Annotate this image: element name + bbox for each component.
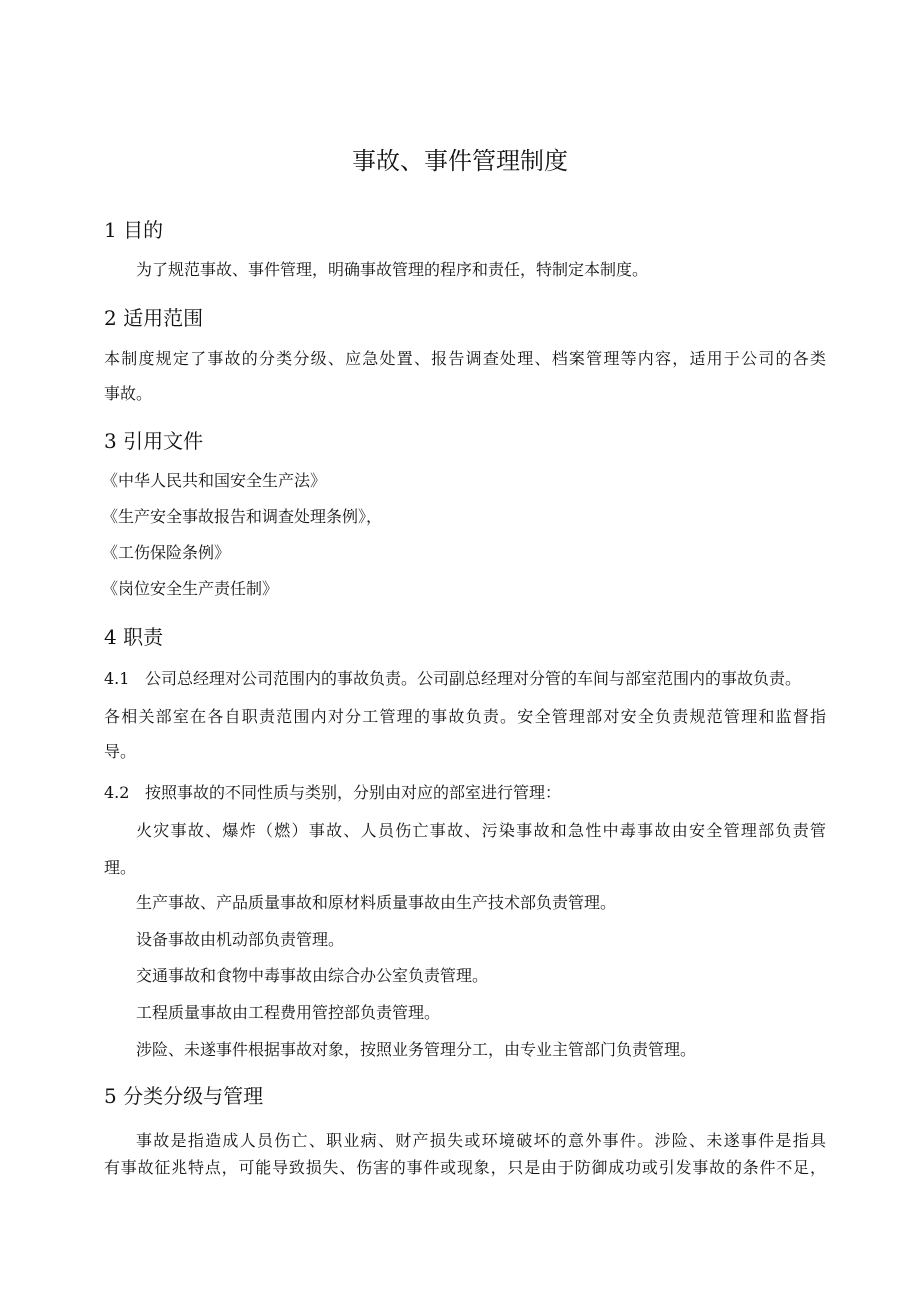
item-4-2-text: 按照事故的不同性质与类别，分别由对应的部室进行管理： xyxy=(145,783,562,802)
item-4-2-paragraph-c: 设备事故由机动部负责管理。 xyxy=(136,930,345,949)
item-4-1-line-3: 导。 xyxy=(104,742,137,761)
section-2-paragraph-line-2: 事故。 xyxy=(104,384,153,403)
item-4-2-paragraph-b: 生产事故、产品质量事故和原材料质量事故由生产技术部负责管理。 xyxy=(136,893,617,912)
item-4-2-number: 4.2 xyxy=(104,783,130,802)
item-4-2-paragraph-e: 工程质量事故由工程费用管控部负责管理。 xyxy=(136,1003,441,1022)
section-1-paragraph: 为了规范事故、事件管理，明确事故管理的程序和责任，特制定本制度。 xyxy=(136,260,649,279)
item-4-2-paragraph-a-line-2: 理。 xyxy=(104,858,137,877)
reference-item: 《工伤保险条例》 xyxy=(102,543,231,562)
item-4-1-line-1 xyxy=(104,669,801,689)
item-4-2-paragraph-d: 交通事故和食物中毒事故由综合办公室负责管理。 xyxy=(136,966,489,985)
item-4-1-number: 4.1 xyxy=(104,669,130,688)
item-4-2-line-1 xyxy=(104,783,561,803)
item-4-1-line-2: 各相关部室在各自职责范围内对分工管理的事故负责。安全管理部对安全负责规范管理和监督指 xyxy=(104,707,826,726)
section-1-heading: 1 目的 xyxy=(104,218,164,242)
reference-item: 《中华人民共和国安全生产法》 xyxy=(102,471,327,490)
item-4-2-paragraph-f: 涉险、未遂事件根据事故对象，按照业务管理分工，由专业主管部门负责管理。 xyxy=(136,1040,697,1059)
section-2-heading: 2 适用范围 xyxy=(104,306,204,330)
section-2-paragraph-line-1: 本制度规定了事故的分类分级、应急处置、报告调查处理、档案管理等内容，适用于公司的各类 xyxy=(104,349,826,368)
reference-item: 《岗位安全生产责任制》 xyxy=(102,579,279,598)
section-5-paragraph-line-1: 事故是指造成人员伤亡、职业病、财产损失或环境破坏的意外事件。涉险、未遂事件是指具 xyxy=(136,1131,826,1150)
section-5-heading: 5 分类分级与管理 xyxy=(104,1084,264,1108)
section-5-paragraph-line-2: 有事故征兆特点，可能导致损失、伤害的事件或现象，只是由于防御成功或引发事故的条件不足， xyxy=(104,1158,826,1177)
reference-item: 《生产安全事故报告和调查处理条例》， xyxy=(102,507,383,526)
document-title: 事故、事件管理制度 xyxy=(352,147,568,175)
item-4-1-text: 公司总经理对公司范围内的事故负责。公司副总经理对分管的车间与部室范围内的事故负责。 xyxy=(145,669,802,688)
item-4-2-paragraph-a-line-1: 火灾事故、爆炸（燃）事故、人员伤亡事故、污染事故和急性中毒事故由安全管理部负责管 xyxy=(136,821,826,840)
section-3-heading: 3 引用文件 xyxy=(104,429,204,453)
section-4-heading: 4 职责 xyxy=(104,625,164,649)
